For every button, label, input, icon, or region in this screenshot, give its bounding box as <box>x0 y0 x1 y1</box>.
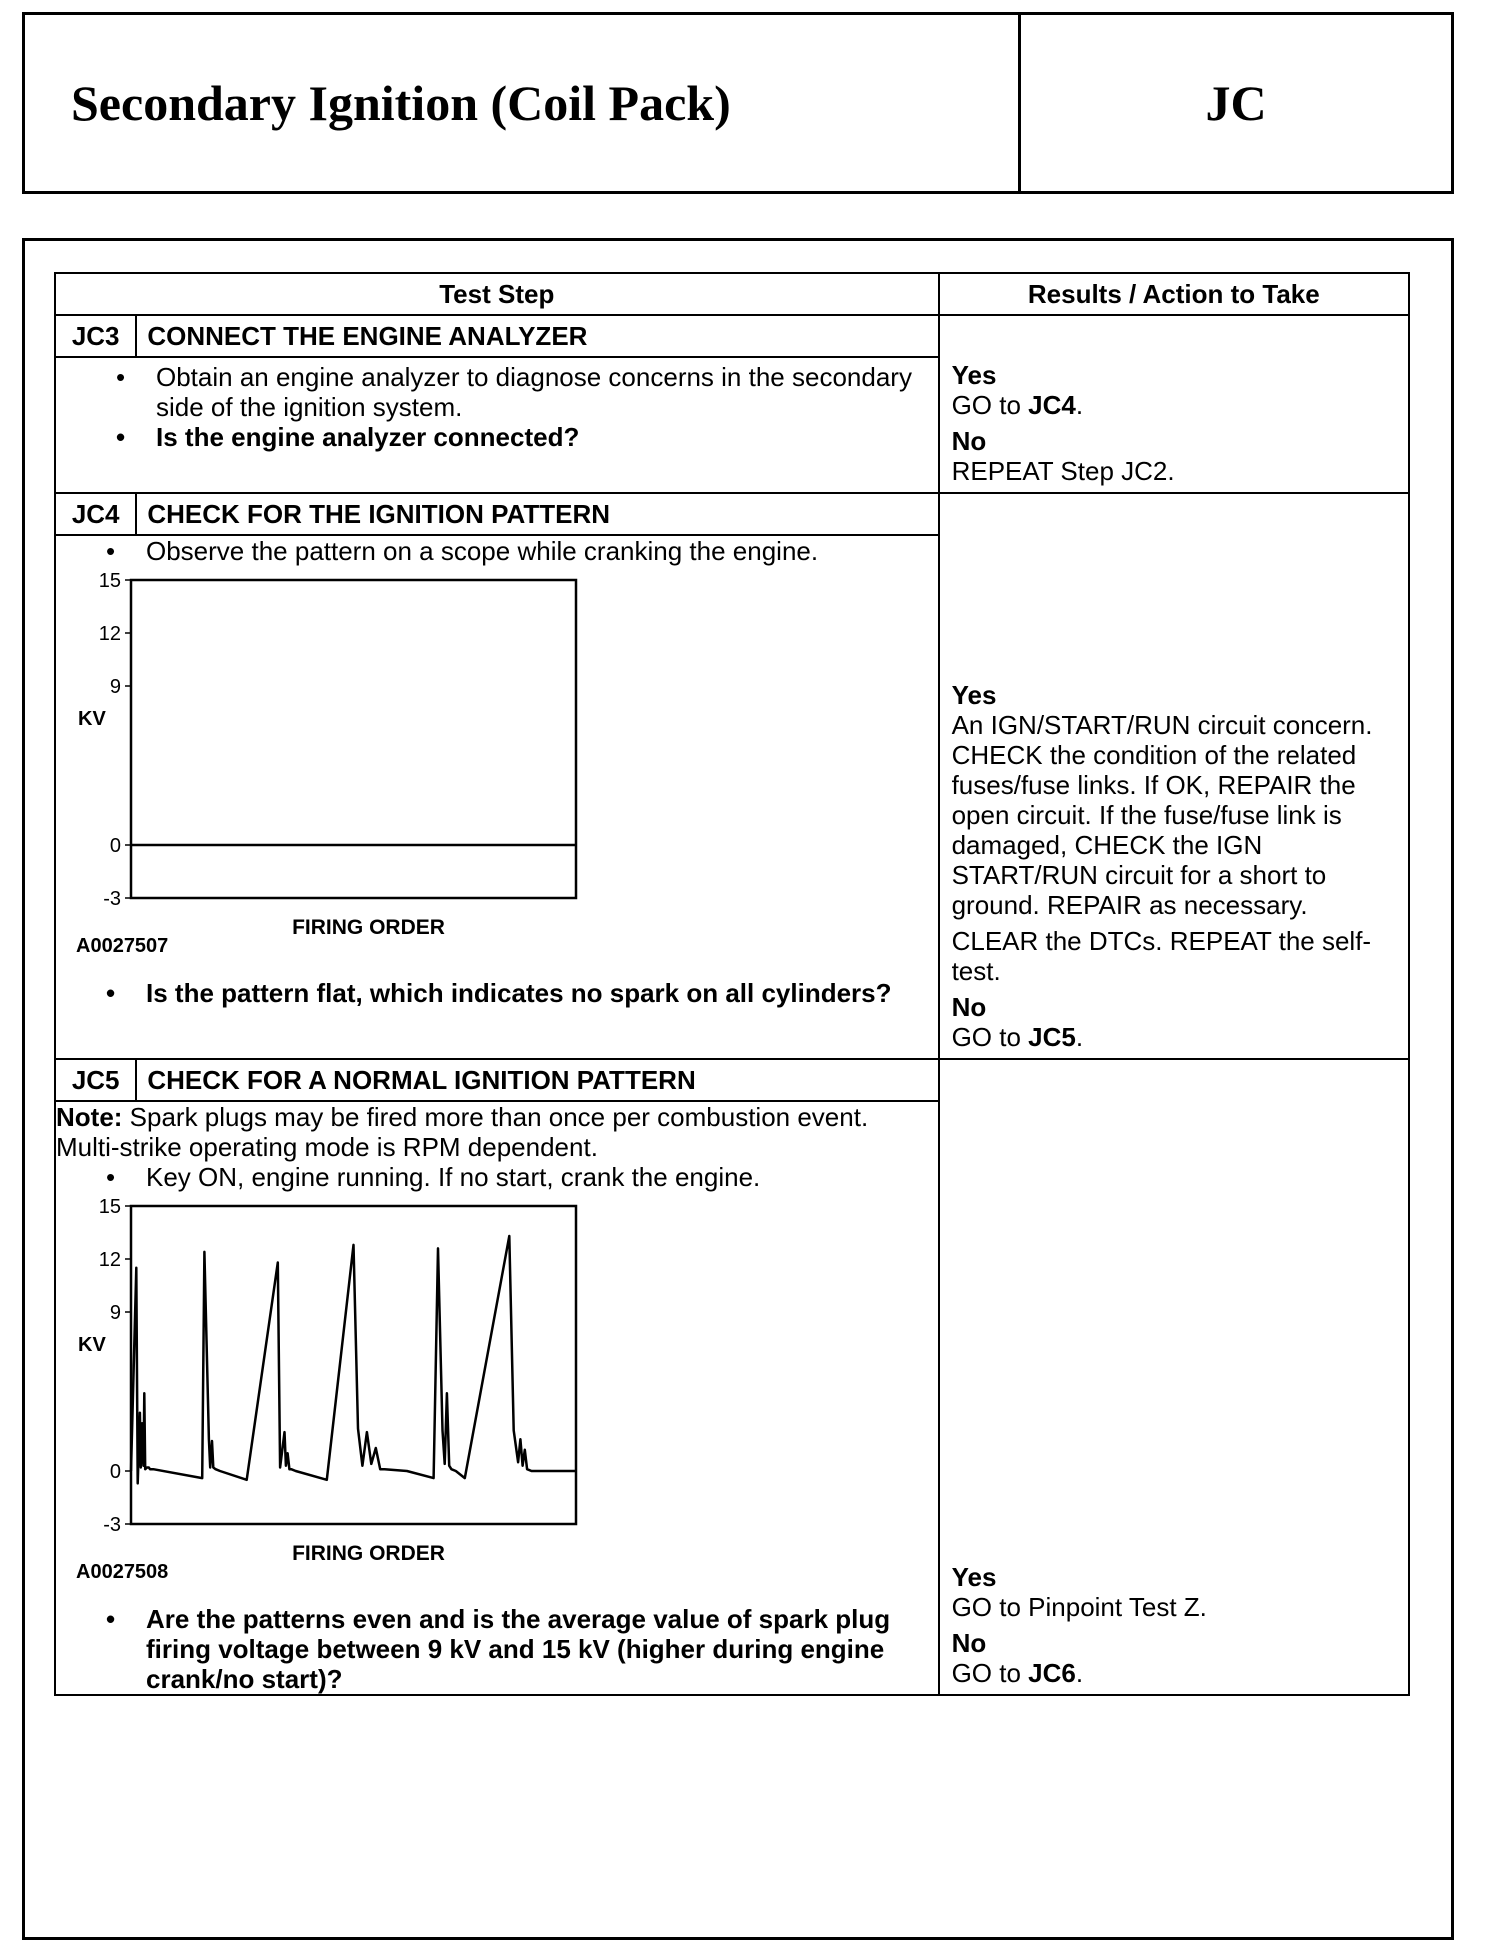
yes-text <box>952 390 1398 420</box>
y-tick-label: 12 <box>98 623 121 645</box>
bullet-list <box>56 1162 938 1192</box>
yes-text-pre: GO to <box>951 390 1029 420</box>
step-jc3-head-row <box>55 315 1409 357</box>
yes-text-2: CLEAR the DTCs. REPEAT the self-test. <box>951 926 1372 986</box>
y-tick-label: 0 <box>109 1461 121 1483</box>
no-text-pre: GO to <box>951 1022 1029 1052</box>
step-heading: CONNECT THE ENGINE ANALYZER <box>136 315 938 357</box>
no-block <box>952 426 1398 486</box>
yes-link-jc4: JC4 <box>1028 390 1076 420</box>
y-tick-label: 15 <box>98 1196 121 1218</box>
y-tick-label: -3 <box>103 888 121 910</box>
y-axis-label: KV <box>78 1333 106 1356</box>
yes-block <box>952 680 1398 920</box>
no-text: REPEAT Step JC2. <box>951 456 1175 486</box>
bullet-list <box>56 536 938 566</box>
yes-text: GO to Pinpoint Test Z. <box>951 1592 1207 1622</box>
step-heading: CHECK FOR A NORMAL IGNITION PATTERN <box>136 1059 938 1101</box>
step-id: JC3 <box>55 315 136 357</box>
col-test-step: Test Step <box>55 273 939 315</box>
yes-label: Yes <box>951 360 997 390</box>
page-title: Secondary Ignition (Coil Pack) <box>71 75 731 131</box>
bullet-question: • Is the pattern flat, which indicates no spark on all cylinders? <box>146 978 938 1008</box>
step-jc4-body <box>55 535 939 1059</box>
note-paragraph <box>56 1102 938 1162</box>
y-tick-label: 9 <box>109 1302 121 1324</box>
x-axis-label: FIRING ORDER <box>292 916 445 939</box>
plot-frame <box>131 580 576 898</box>
figure-id: A0027508 <box>76 1561 169 1583</box>
yes-block <box>952 1562 1398 1622</box>
bullet-list <box>56 978 938 1008</box>
no-text-post: . <box>1075 1022 1084 1052</box>
title-cell <box>25 15 1021 191</box>
yes-block <box>952 360 1398 420</box>
ignition-scope-chart-normal <box>56 1194 676 1598</box>
no-link-jc5: JC5 <box>1028 1022 1076 1052</box>
table-header-row <box>55 273 1409 315</box>
bullet-item: • Observe the pattern on a scope while cranking the engine. <box>146 536 938 566</box>
note-text: Spark plugs may be fired more than once per combustion event. Multi-strike operating mode is RPM dependent. <box>56 1102 869 1162</box>
note-label: Note: <box>56 1102 123 1132</box>
no-label: No <box>951 1628 987 1658</box>
step-jc3-body <box>55 357 939 493</box>
y-tick-label: 9 <box>109 676 121 698</box>
code-cell <box>1021 15 1451 191</box>
step-id: JC5 <box>55 1059 136 1101</box>
y-tick-label: 15 <box>98 570 121 592</box>
step-jc5-head-row <box>55 1059 1409 1101</box>
test-step-table <box>54 272 1410 1696</box>
step-jc5-results <box>939 1059 1409 1695</box>
bullet-list <box>56 1604 938 1694</box>
figure-id: A0027507 <box>76 935 169 957</box>
no-text <box>952 1022 1398 1052</box>
x-axis-label: FIRING ORDER <box>292 1542 445 1565</box>
bullet-item: • Key ON, engine running. If no start, crank the engine. <box>146 1162 938 1192</box>
y-tick-label: 0 <box>109 835 121 857</box>
bullet-question: • Is the engine analyzer connected? <box>156 422 928 452</box>
no-label: No <box>951 426 987 456</box>
yes-label: Yes <box>951 1562 997 1592</box>
page-header <box>22 12 1454 194</box>
no-text-pre: GO to <box>951 1658 1029 1688</box>
yes-text-post: . <box>1075 390 1084 420</box>
no-block <box>952 1628 1398 1688</box>
yes-text: An IGN/START/RUN circuit concern. CHECK the condition of the related fuses/fuse links. If OK, REPAIR the open circuit. If the fuse/fuse link is damaged, CHECK the IGN START/RUN circuit for a short to ground. REPAIR as necessary. <box>951 710 1373 920</box>
step-jc4-results <box>939 493 1409 1059</box>
bullet-question: • Are the patterns even and is the average value of spark plug firing voltage between 9 kV and 15 kV (higher during engine crank/no start)? <box>146 1604 938 1694</box>
yes-label: Yes <box>951 680 997 710</box>
step-heading: CHECK FOR THE IGNITION PATTERN <box>136 493 938 535</box>
y-tick-label: 12 <box>98 1249 121 1271</box>
step-jc3-results <box>939 315 1409 493</box>
no-label: No <box>951 992 987 1022</box>
step-jc5-body <box>55 1101 939 1695</box>
series-line <box>131 1236 576 1483</box>
bullet-item: • Obtain an engine analyzer to diagnose concerns in the secondary side of the ignition system. <box>156 362 928 422</box>
no-block <box>952 992 1398 1052</box>
no-text <box>952 1658 1398 1688</box>
step-id: JC4 <box>55 493 136 535</box>
col-results: Results / Action to Take <box>939 273 1409 315</box>
y-axis-label: KV <box>78 707 106 730</box>
bullet-list <box>66 362 928 452</box>
no-text-post: . <box>1075 1658 1084 1688</box>
ignition-scope-chart-flat <box>56 568 676 972</box>
step-jc4-head-row <box>55 493 1409 535</box>
no-link-jc6: JC6 <box>1028 1658 1076 1688</box>
y-tick-label: -3 <box>103 1514 121 1536</box>
section-code: JC <box>1205 75 1267 131</box>
